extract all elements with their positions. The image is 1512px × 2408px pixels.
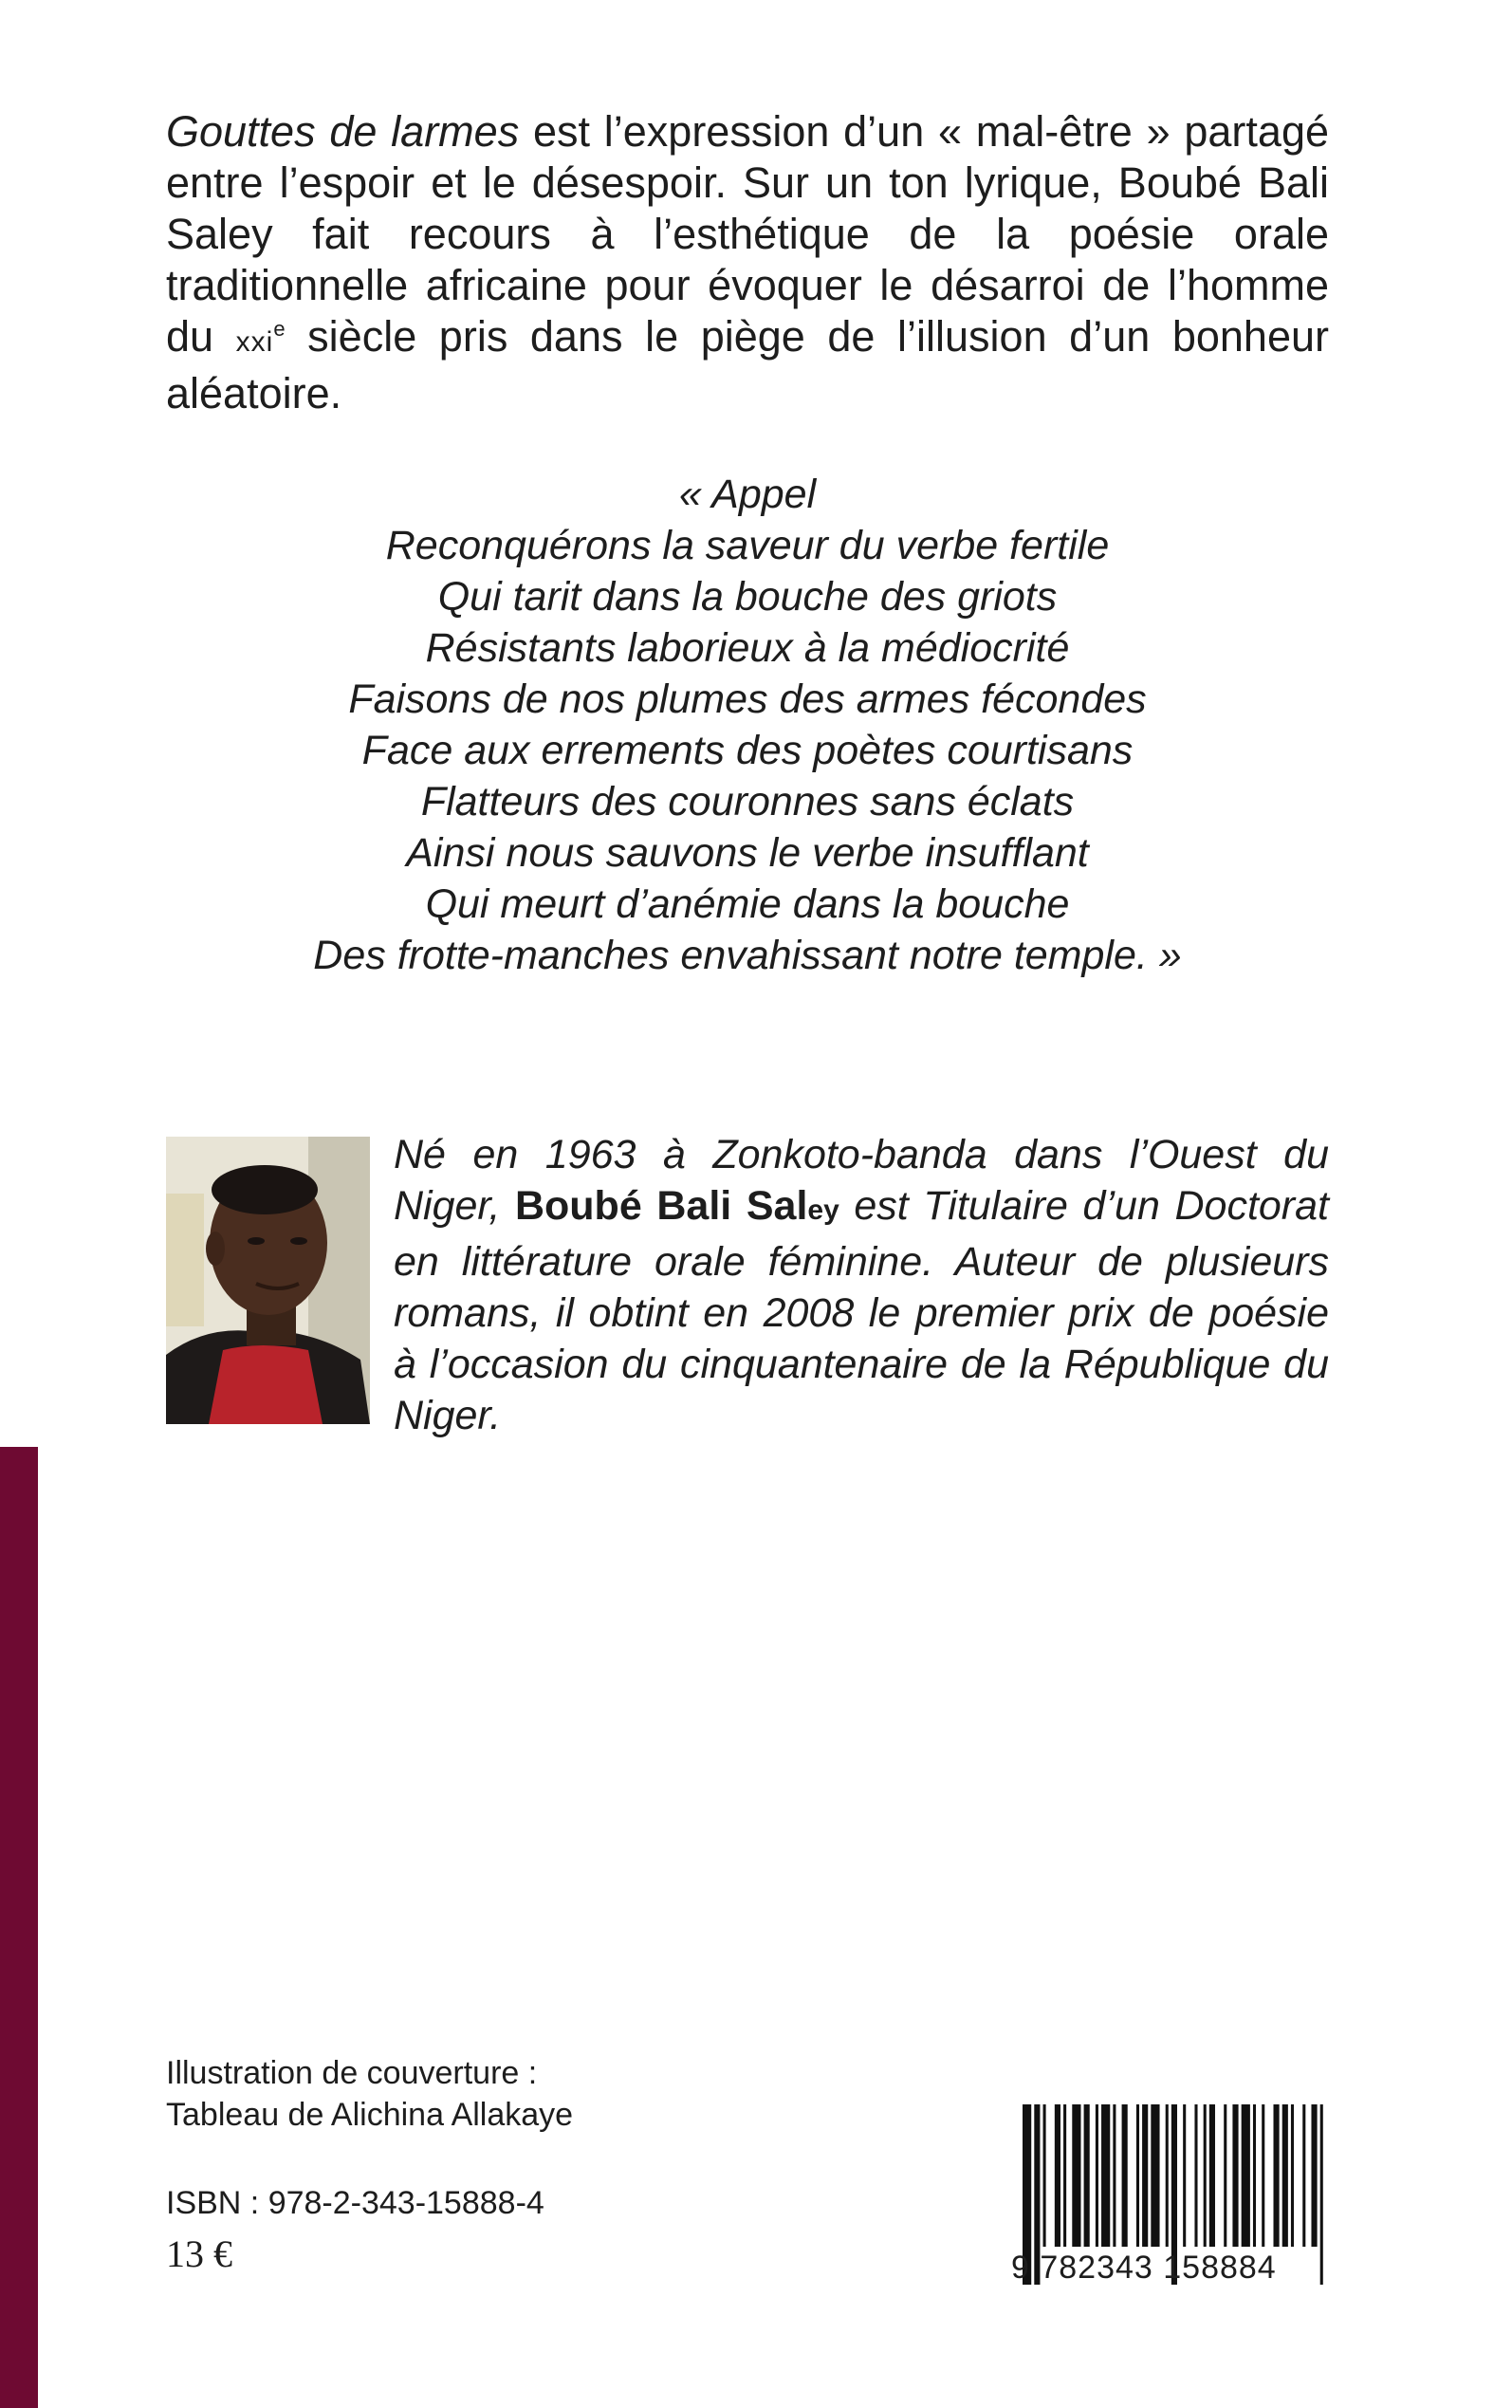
barcode-digits: 9 782343 158884 [1011,2250,1277,2286]
poem-line: Qui tarit dans la bouche des griots [437,574,1058,620]
blurb-text-part-2: siècle pris dans le piège de l’illusion d’un bonheur aléatoire. [166,312,1330,417]
bio-text-part-2: est Titulaire d’un Doctorat en littérature orale féminine. Auteur de plusieurs romans, il obtint en 2008 le premier prix de poésie à l’occasion du cinquantenaire de la République du Niger. [394,1183,1329,1438]
author-bio [394,1129,1329,1441]
poem-line: Des frotte-manches envahissant notre temple. » [313,933,1182,978]
author-portrait-illustration [166,1137,370,1424]
poem-line: Reconquérons la saveur du verbe fertile [385,523,1110,568]
price: 13 € [166,2232,232,2275]
isbn: ISBN : 978-2-343-15888-4 [166,2185,544,2221]
author-name-small-caps: ey [807,1195,839,1226]
poem-line: Ainsi nous sauvons le verbe insufflant [406,830,1089,876]
poem-line: Qui meurt d’anémie dans la bouche [425,881,1070,927]
credit-line-1: Illustration de couverture : [166,2055,538,2091]
bio-text-part-1: Né en 1963 à Zonkoto-banda dans l’Ouest du Niger, [394,1132,1329,1229]
poem-line: Résistants laborieux à la médiocrité [425,625,1070,671]
blurb-text-part-1: est l’expression d’un « mal-être » partagé entre l’espoir et le désespoir. Sur un ton lyrique, Boubé Bali Saley fait recours à l’esthétique de la poésie orale traditionnelle africaine pour évoquer le désarroi de l’homme du [166,107,1329,361]
credit-line-2: Tableau de Alichina Allakaye [166,2097,574,2133]
poem-line: « Appel [678,472,817,517]
spine-color-band [0,1447,38,2408]
poem-excerpt [166,469,1329,981]
book-title: Gouttes de larmes [166,107,520,156]
century-superscript: e [273,317,286,341]
poem-line: Faisons de nos plumes des armes fécondes [348,676,1147,722]
poem-line: Flatteurs des couronnes sans éclats [420,779,1075,824]
century-numeral: xxi [235,326,274,358]
poem-line: Face aux errements des poètes courtisans [361,728,1134,773]
author-photo [166,1137,370,1424]
cover-illustration-credit [166,2052,573,2136]
back-cover-blurb [166,106,1329,419]
author-name: Boubé Bali Sal [514,1183,808,1229]
